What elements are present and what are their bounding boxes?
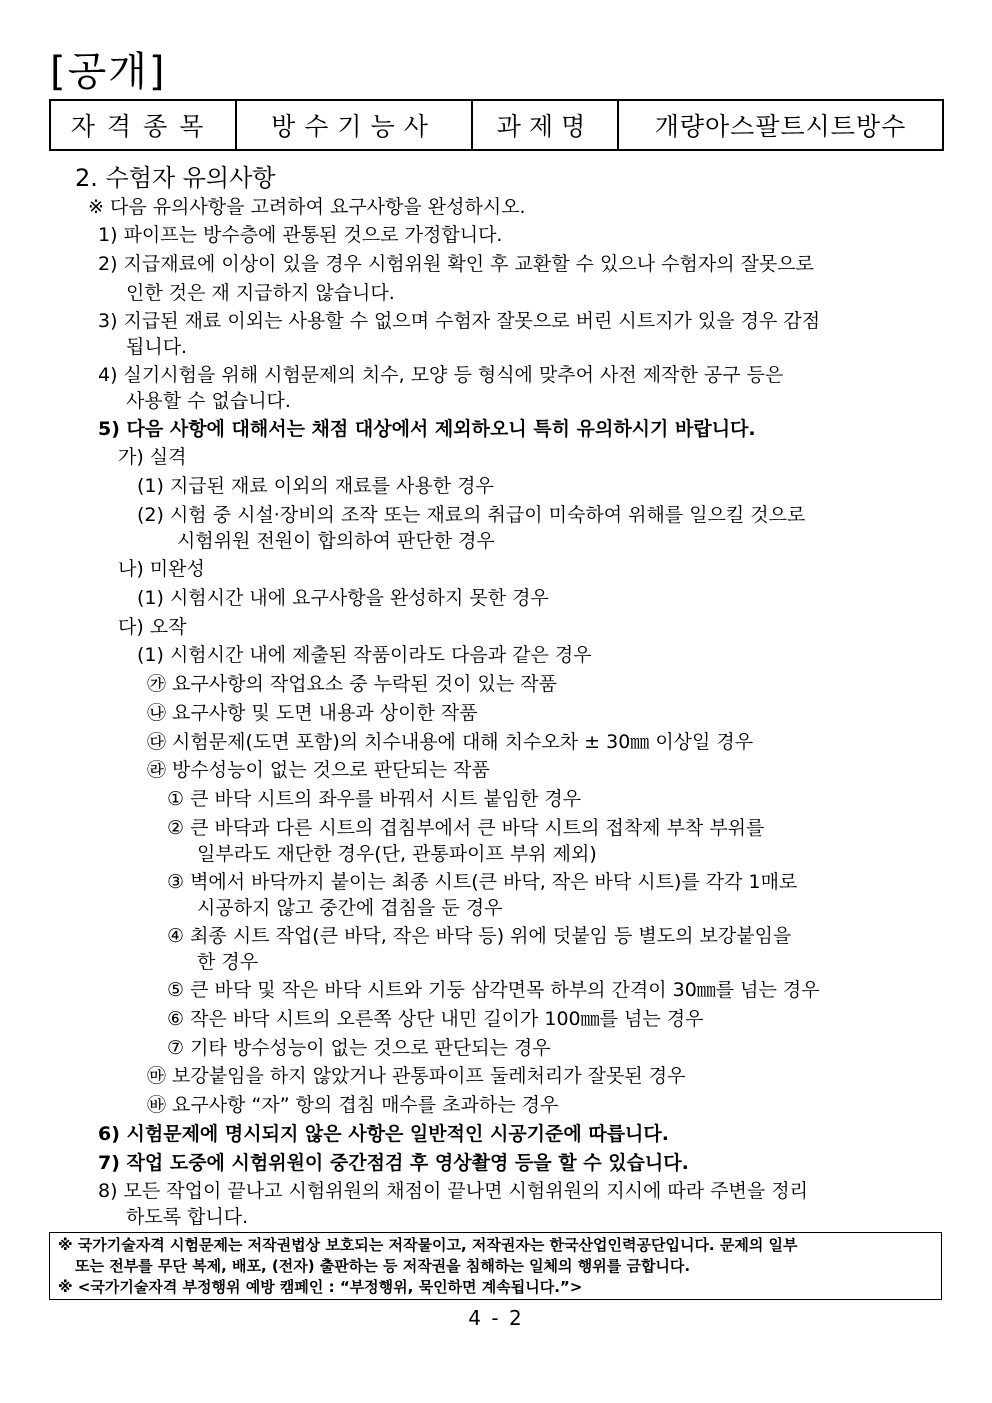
error-b: ㉯ 요구사항 및 도면 내용과 상이한 작품 — [147, 702, 478, 724]
error-1: (1) 시험시간 내에 제출된 작품이라도 다음과 같은 경우 — [137, 644, 592, 666]
error-d-7: ⑦ 기타 방수성능이 없는 것으로 판단되는 경우 — [167, 1037, 551, 1059]
error-d-5: ⑤ 큰 바닥 및 작은 바닥 시트와 기둥 삼각면목 하부의 간격이 30㎜를 넘는 경우 — [167, 979, 820, 1001]
cert-value: 방수기능사 — [236, 100, 472, 150]
copyright-line-1: ※ 국가기술자격 시험문제는 저작권법상 보호되는 저작물이고, 저작권자는 한국산업인력공단입니다. 문제의 일부 — [58, 1236, 798, 1254]
disqualify-2-cont: 시험위원 전원이 합의하여 판단한 경우 — [177, 530, 495, 552]
error-d-1: ① 큰 바닥 시트의 좌우를 바꿔서 시트 붙임한 경우 — [167, 788, 582, 810]
error-c: ㉰ 시험문제(도면 포함)의 치수내용에 대해 치수오차 ± 30㎜ 이상일 경우 — [147, 731, 754, 753]
cert-label: 자격종목 — [50, 100, 236, 150]
task-label: 과제명 — [472, 100, 618, 150]
error-d-3-cont: 시공하지 않고 중간에 겹침을 둔 경우 — [197, 897, 503, 919]
item-3: 3) 지급된 재료 이외는 사용할 수 없으며 수험자 잘못으로 버린 시트지가 있을 경우 감점 — [98, 310, 821, 332]
error-a: ㉮ 요구사항의 작업요소 중 누락된 것이 있는 작품 — [147, 673, 558, 695]
error-d: ㉱ 방수성능이 없는 것으로 판단되는 작품 — [147, 759, 490, 781]
item-5: 5) 다음 사항에 대해서는 채점 대상에서 제외하오니 특히 유의하시기 바랍니다. — [98, 418, 756, 440]
section-title: 2. 수험자 유의사항 — [75, 164, 276, 192]
campaign-line: ※ <국가기술자격 부정행위 예방 캠페인 : “부정행위, 묵인하면 계속됩니다.”> — [58, 1278, 583, 1296]
copyright-notice — [49, 1232, 942, 1300]
error-f: ㉳ 요구사항 “자” 항의 겹침 매수를 초과하는 경우 — [147, 1094, 559, 1116]
disqualify-2: (2) 시험 중 시설·장비의 조작 또는 재료의 취급이 미숙하여 위해를 일으킬 것으로 — [137, 504, 806, 526]
item-2: 2) 지급재료에 이상이 있을 경우 시험위원 확인 후 교환할 수 있으나 수험자의 잘못으로 — [98, 253, 815, 275]
copyright-line-2: 또는 전부를 무단 복제, 배포, (전자) 출판하는 등 저작권을 침해하는 일체의 행위를 금합니다. — [75, 1257, 691, 1275]
page-number: 4 - 2 — [468, 1306, 524, 1330]
incomplete-1: (1) 시험시간 내에 요구사항을 완성하지 못한 경우 — [137, 587, 549, 609]
error-e: ㉲ 보강붙임을 하지 않았거나 관통파이프 둘레처리가 잘못된 경우 — [147, 1065, 686, 1087]
item-7: 7) 작업 도중에 시험위원이 중간점검 후 영상촬영 등을 할 수 있습니다. — [98, 1152, 689, 1174]
subsection-incomplete: 나) 미완성 — [118, 558, 205, 580]
item-1: 1) 파이프는 방수층에 관통된 것으로 가정합니다. — [98, 224, 503, 246]
item-6: 6) 시험문제에 명시되지 않은 사항은 일반적인 시공기준에 따릅니다. — [98, 1123, 669, 1145]
item-4-cont: 사용할 수 없습니다. — [126, 390, 291, 412]
item-8-cont: 하도록 합니다. — [126, 1206, 249, 1228]
item-3-cont: 됩니다. — [126, 336, 188, 358]
subsection-disqualify: 가) 실격 — [118, 446, 187, 468]
error-d-6: ⑥ 작은 바닥 시트의 오른쪽 상단 내민 길이가 100㎜를 넘는 경우 — [167, 1008, 704, 1030]
error-d-4: ④ 최종 시트 작업(큰 바닥, 작은 바닥 등) 위에 덧붙임 등 별도의 보강붙임을 — [167, 925, 792, 947]
task-value: 개량아스팔트시트방수 — [618, 100, 943, 150]
item-2-cont: 인한 것은 재 지급하지 않습니다. — [126, 282, 395, 304]
error-d-4-cont: 한 경우 — [197, 951, 259, 973]
exam-info-table — [49, 99, 944, 151]
error-d-2-cont: 일부라도 재단한 경우(단, 관통파이프 부위 제외) — [197, 843, 597, 865]
item-8: 8) 모든 작업이 끝나고 시험위원의 채점이 끝나면 시험위원의 지시에 따라 주변을 정리 — [98, 1180, 808, 1202]
item-4: 4) 실기시험을 위해 시험문제의 치수, 모양 등 형식에 맞추어 사전 제작한 공구 등은 — [98, 364, 784, 386]
error-d-2: ② 큰 바닥과 다른 시트의 겹침부에서 큰 바닥 시트의 접착제 부착 부위를 — [167, 817, 765, 839]
error-d-3: ③ 벽에서 바닥까지 붙이는 최종 시트(큰 바닥, 작은 바닥 시트)를 각각 1매로 — [167, 871, 798, 893]
disqualify-1: (1) 지급된 재료 이외의 재료를 사용한 경우 — [137, 475, 494, 497]
subsection-error: 다) 오작 — [118, 616, 187, 638]
notice-intro: ※ 다음 유의사항을 고려하여 요구사항을 완성하시오. — [88, 196, 526, 218]
public-badge: [공개] — [50, 49, 167, 95]
